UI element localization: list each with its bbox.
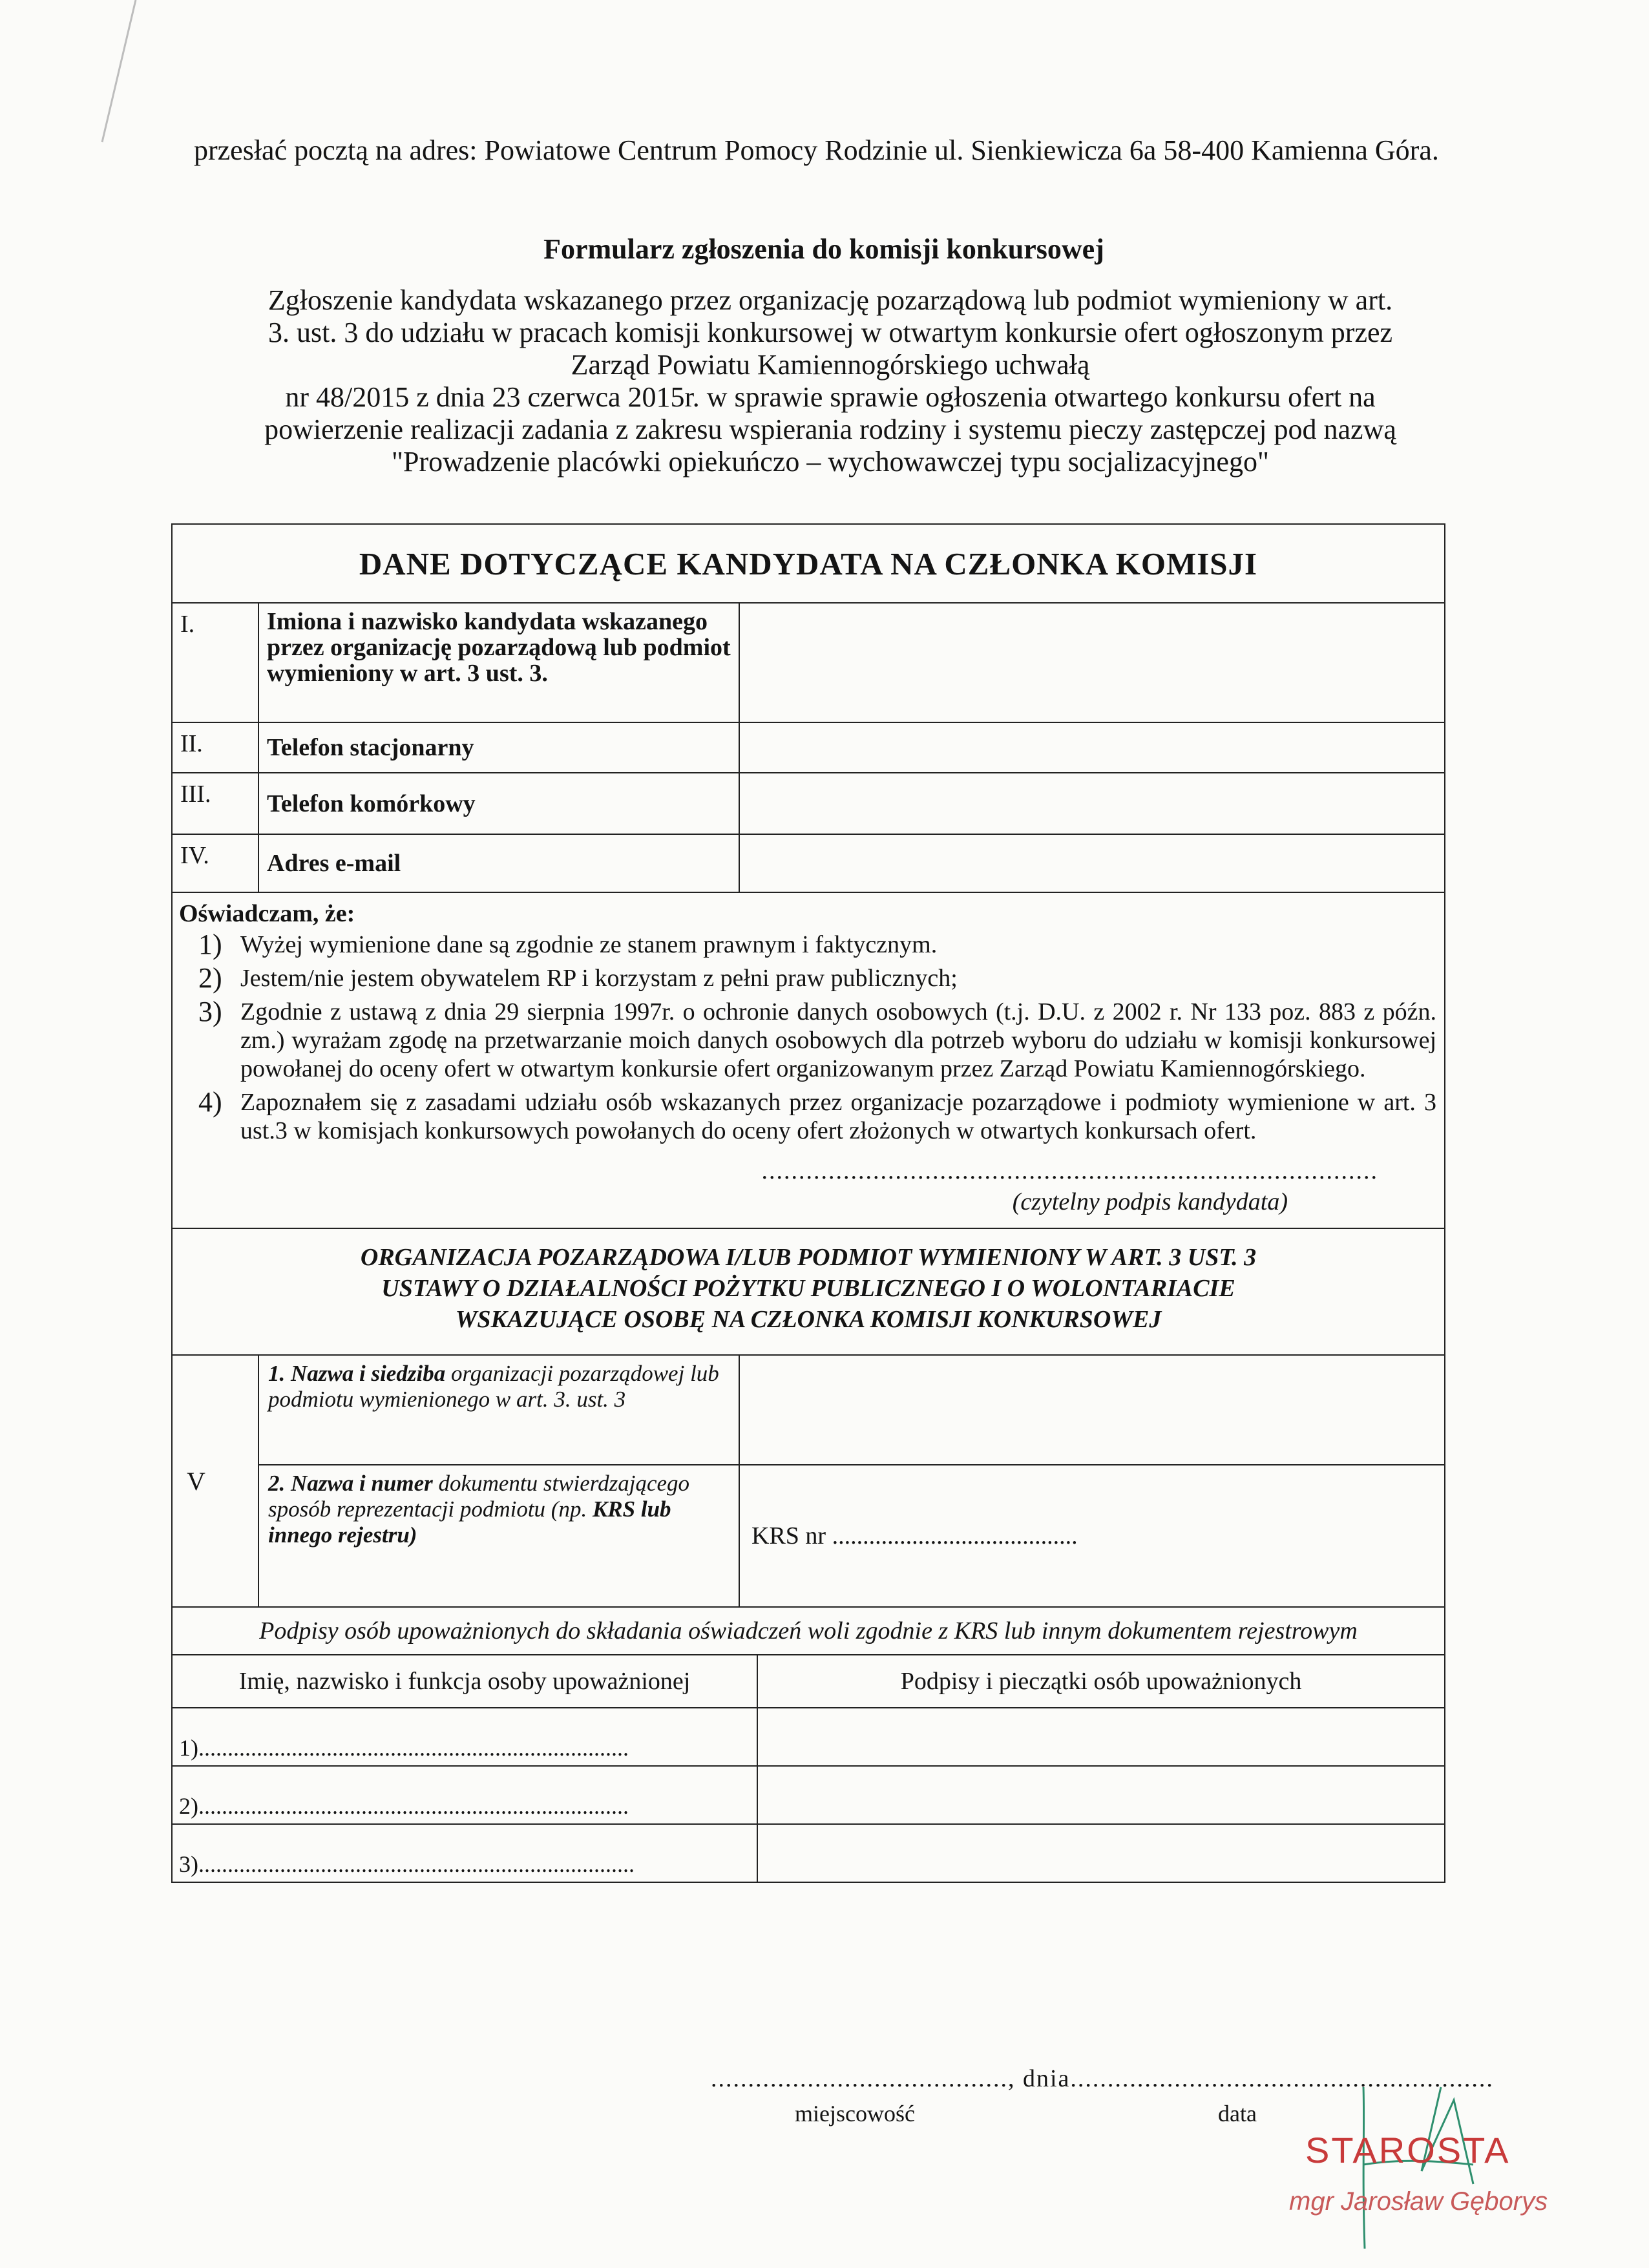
subject-line: Zgłoszenie kandydata wskazanego przez organizację pozarządową lub podmiot wymieniony w art. <box>268 284 1393 316</box>
item-text: Zgodnie z ustawą z dnia 29 sierpnia 1997r. o ochronie danych osobowych (t.j. D.U. z 2002 r. Nr 133 poz. 883 z późn. zm.) wyrażam zgodę na przetwarzanie moich danych osobowych dla potrzeb wyboru do udziału w komisji konkursowej powołanej do oceny ofert w otwartym konkursie ofert organizowanym przez Zarząd Powiatu Kamiennogórskiego. <box>240 998 1436 1082</box>
place-label: miejscowość <box>795 2101 915 2126</box>
signatures-heading: Podpisy osób upoważnionych do składania oświadczeń woli zgodnie z KRS lub innym dokumentem rejestrowym <box>172 1607 1445 1655</box>
declaration-item <box>179 998 1436 1083</box>
signatory-3-field[interactable]: 3)........................................................................... <box>172 1824 757 1882</box>
form-subject <box>187 284 1473 478</box>
signatory-2-field[interactable]: 2).......................................................................... <box>172 1766 757 1824</box>
candidate-signature-caption: (czytelny podpis kandydata) <box>1012 1188 1288 1215</box>
row-number: IV. <box>172 834 258 892</box>
registry-label-bold2: KRS lub innego rejestru) <box>268 1496 671 1548</box>
item-number: 3) <box>198 996 222 1027</box>
item-text: Jestem/nie jestem obywatelem RP i korzystam z pełni praw publicznych; <box>240 965 958 992</box>
subject-line: nr 48/2015 z dnia 23 czerwca 2015r. w sprawie sprawie ogłoszenia otwartego konkursu ofert na <box>285 381 1376 413</box>
application-form-table <box>171 523 1445 1883</box>
organization-section-heading <box>172 1228 1445 1355</box>
row-number: III. <box>172 773 258 834</box>
subject-line: Zarząd Powiatu Kamiennogórskiego uchwałą <box>571 349 1090 381</box>
row-number: I. <box>172 603 258 722</box>
subject-line: 3. ust. 3 do udziału w pracach komisji konkursowej w otwartym konkursie ofert ogłoszonym przez <box>268 317 1393 348</box>
subject-line: powierzenie realizacji zadania z zakresu wspierania rodziny i systemu pieczy zastępczej pod nazwą <box>264 414 1396 445</box>
registry-label-bold: 2. Nazwa i numer <box>268 1471 433 1496</box>
declaration-item <box>179 930 1436 959</box>
official-stamp-title: STAROSTA <box>1305 2130 1511 2170</box>
signatory-1-field[interactable]: 1).......................................................................... <box>172 1708 757 1766</box>
declaration-list <box>179 930 1436 1145</box>
signature-stamp-column-header: Podpisy i pieczątki osób upoważnionych <box>757 1655 1445 1708</box>
mobile-phone-field[interactable] <box>739 773 1445 834</box>
org-name-field[interactable] <box>739 1355 1445 1465</box>
email-field[interactable] <box>739 834 1445 892</box>
official-stamp-name: mgr Jarosław Gęborys <box>1289 2187 1548 2216</box>
org-heading-line: ORGANIZACJA POZARZĄDOWA I/LUB PODMIOT WYMIENIONY W ART. 3 UST. 3 <box>360 1244 1257 1271</box>
candidate-section-heading: DANE DOTYCZĄCE KANDYDATA NA CZŁONKA KOMISJI <box>172 524 1445 603</box>
candidate-name-label: Imiona i nazwisko kandydata wskazanego przez organizację pozarządową lub podmiot wymieniony w art. 3 ust. 3. <box>258 603 739 722</box>
org-name-label <box>258 1355 739 1465</box>
candidate-signature-field[interactable]: ................................................................................... <box>761 1157 1378 1184</box>
section-number-v: V <box>172 1355 258 1607</box>
item-number: 2) <box>198 962 222 994</box>
email-label: Adres e-mail <box>258 834 739 892</box>
org-heading-line: USTAWY O DZIAŁALNOŚCI POŻYTKU PUBLICZNEGO I O WOLONTARIACIE <box>381 1275 1235 1302</box>
org-name-label-rest: organizacji pozarządowej lub podmiotu wymienionego w art. 3. ust. 3 <box>268 1361 719 1412</box>
landline-phone-label: Telefon stacjonarny <box>258 722 739 773</box>
org-name-label-bold: 1. Nazwa i siedziba <box>268 1361 446 1386</box>
item-text: Wyżej wymienione dane są zgodnie ze stanem prawnym i faktycznym. <box>240 931 938 958</box>
signatory-name-column-header: Imię, nazwisko i funkcja osoby upoważnionej <box>172 1655 757 1708</box>
declaration-title: Oświadczam, że: <box>179 900 355 927</box>
item-number: 4) <box>198 1086 222 1118</box>
mailing-address-text: przesłać pocztą na adres: Powiatowe Centrum Pomocy Rodzinie ul. Sienkiewicza 6a 58-400 Kamienna Góra. <box>194 134 1439 166</box>
org-heading-line: WSKAZUJĄCE OSOBĘ NA CZŁONKA KOMISJI KONKURSOWEJ <box>455 1306 1162 1333</box>
date-label: data <box>1218 2101 1257 2126</box>
form-title: Formularz zgłoszenia do komisji konkursowej <box>543 233 1104 265</box>
landline-phone-field[interactable] <box>739 722 1445 773</box>
subject-line: "Prowadzenie placówki opiekuńczo – wychowawczej typu socjalizacyjnego" <box>392 446 1269 478</box>
item-text: Zapoznałem się z zasadami udziału osób wskazanych przez organizacje pozarządowe i podmioty wymienione w art. 3 ust.3 w komisjach konkursowych powołanych do oceny ofert złożonych w otwartych konkursach ofert. <box>240 1089 1436 1144</box>
mobile-phone-label: Telefon komórkowy <box>258 773 739 834</box>
paper-fold-line <box>0 0 168 155</box>
row-number: II. <box>172 722 258 773</box>
declaration-block <box>172 892 1445 1228</box>
signatory-2-signature[interactable] <box>757 1766 1445 1824</box>
place-date-field[interactable]: ........................................, dnia......................................................... <box>711 2065 1494 2092</box>
declaration-item <box>179 1088 1436 1145</box>
registry-label-mid: dokumentu stwierdzającego sposób reprezentacji podmiotu (np. <box>268 1471 690 1522</box>
item-number: 1) <box>198 929 222 960</box>
declaration-item <box>179 964 1436 992</box>
signatory-1-signature[interactable] <box>757 1708 1445 1766</box>
candidate-name-field[interactable] <box>739 603 1445 722</box>
handwritten-signature <box>1325 2074 1506 2268</box>
krs-number-field[interactable]: KRS nr ........................................ <box>739 1465 1445 1607</box>
registry-label <box>258 1465 739 1607</box>
signatory-3-signature[interactable] <box>757 1824 1445 1882</box>
